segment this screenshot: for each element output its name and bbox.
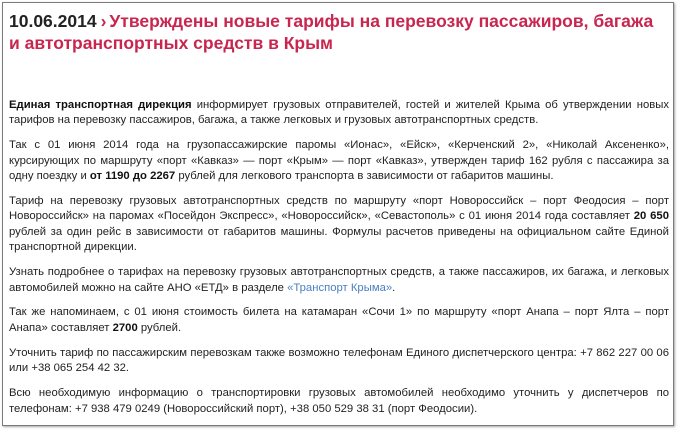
article-paragraph bbox=[9, 305, 669, 336]
paragraph-text: Тариф на перевозку грузовых автотранспортных средств по маршруту «порт Новороссийск – порт Феодосия – порт Новороссийск» на паромах «Посейдон Экспресс», «Новороссийск», «Севастополь» с 01 июня 2014 года составляет bbox=[9, 195, 669, 223]
section-link[interactable]: «Транспорт Крыма» bbox=[287, 281, 393, 294]
emphasis-text: 2700 bbox=[112, 321, 138, 334]
paragraph-text: рублей для легкового транспорта в зависимости от габаритов машины. bbox=[175, 170, 554, 183]
emphasis-text: от 1190 до 2267 bbox=[89, 170, 176, 183]
chevron-right-icon: › bbox=[100, 11, 107, 31]
article-headline bbox=[9, 10, 665, 54]
paragraph-text: рублей за один рейс в зависимости от габаритов машины. Формулы расчетов приведены на официальном сайте Единой транспортной дирекции. bbox=[9, 225, 669, 254]
paragraph-text: Уточнить тариф по пассажирским перевозкам также возможно телефонам Единого диспетчерского центра: +7 862 227 00 06 или +38 065 254 42 32. bbox=[9, 346, 669, 375]
article-paragraph bbox=[9, 194, 669, 256]
article-body bbox=[9, 98, 669, 426]
article-paragraph bbox=[9, 346, 669, 377]
paragraph-text: Так же напоминаем, с 01 июня стоимость билета на катамаран «Сочи 1» по маршруту «порт Анапа – порт Ялта – порт Анапа» составляет bbox=[9, 306, 669, 334]
article-paragraph bbox=[9, 265, 669, 296]
emphasis-text: Единая транспортная дирекция bbox=[9, 99, 192, 111]
paragraph-text: рублей. bbox=[137, 321, 182, 334]
article-frame bbox=[2, 2, 674, 426]
paragraph-text: информирует грузовых отправителей, гостей и жителей Крыма об утверждении новых тарифов на перевозку пассажиров, багажа, а также легковых и грузовых автотранспортных средств. bbox=[9, 99, 669, 127]
article-paragraph bbox=[9, 138, 669, 184]
paragraph-text: Так с 01 июня 2014 года на грузопассажирские паромы «Ионас», «Ейск», «Керченский 2», «Николай Аксененко», курсирующих по маршруту «порт «Кавказ» — порт «Крым» — порт «Кавказ», утвержден тариф 162 рубля с пассажира за одну поездку и bbox=[9, 139, 669, 183]
article-title[interactable]: Утверждены новые тарифы на перевозку пассажиров, багажа и автотранспортных средств в Крым bbox=[9, 11, 654, 53]
paragraph-text: Узнать подробнее о тарифах на перевозку грузовых автотранспортных средств, а также пассажиров, их багажа, и легковых автомобилей можно на сайте АНО «ЕТД» в разделе bbox=[9, 266, 669, 294]
emphasis-text: 20 650 bbox=[633, 210, 669, 223]
article-date: 10.06.2014 bbox=[9, 11, 97, 31]
paragraph-text: . bbox=[392, 281, 396, 294]
article-paragraph bbox=[9, 98, 669, 129]
article-paragraph bbox=[9, 386, 669, 417]
paragraph-text: Всю необходимую информацию о транспортировки грузовых автомобилей необходимо уточнить у диспетчеров по телефонам: +7 938 479 0249 (Новороссийский порт), +38 050 529 38 31 (порт Феодосии). bbox=[9, 387, 669, 415]
